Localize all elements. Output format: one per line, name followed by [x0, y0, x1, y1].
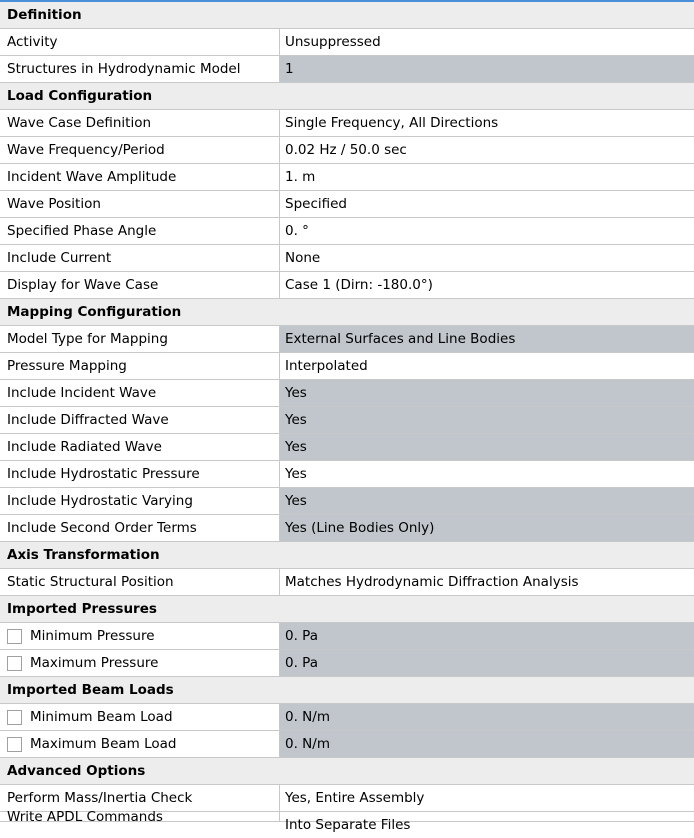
property-label: [0, 488, 280, 514]
parameter-checkbox[interactable]: [7, 710, 22, 725]
property-label: [0, 245, 280, 271]
property-label-text: Include Incident Wave: [7, 385, 157, 401]
section-header-definition[interactable]: [0, 2, 694, 29]
property-row-include-second-order-terms[interactable]: [0, 515, 694, 542]
property-row-maximum-beam-load[interactable]: [0, 731, 694, 758]
property-row-include-radiated-wave[interactable]: [0, 434, 694, 461]
property-label: [0, 407, 280, 433]
property-value[interactable]: Specified: [280, 191, 694, 217]
property-row-include-hydrostatic-pressure[interactable]: [0, 461, 694, 488]
property-label-text: Maximum Beam Load: [30, 736, 177, 752]
property-value[interactable]: Interpolated: [280, 353, 694, 379]
property-row-maximum-pressure[interactable]: [0, 650, 694, 677]
property-value[interactable]: 0.02 Hz / 50.0 sec: [280, 137, 694, 163]
property-value[interactable]: 0. Pa: [280, 650, 694, 676]
property-row-static-structural-position[interactable]: [0, 569, 694, 596]
property-value[interactable]: External Surfaces and Line Bodies: [280, 326, 694, 352]
section-title: Imported Pressures: [7, 601, 157, 617]
section-title: Advanced Options: [7, 763, 146, 779]
property-value[interactable]: Unsuppressed: [280, 29, 694, 55]
property-value[interactable]: Yes (Line Bodies Only): [280, 515, 694, 541]
property-value[interactable]: Yes: [280, 488, 694, 514]
property-label-text: Include Hydrostatic Varying: [7, 493, 193, 509]
property-label-text: Perform Mass/Inertia Check: [7, 790, 193, 806]
property-label: [0, 29, 280, 55]
property-label: [0, 218, 280, 244]
section-header-imported-beam-loads[interactable]: [0, 677, 694, 704]
property-label: [0, 326, 280, 352]
property-value[interactable]: 0. N/m: [280, 704, 694, 730]
property-value[interactable]: Yes: [280, 461, 694, 487]
property-value[interactable]: 1: [280, 56, 694, 82]
property-label-text: Include Diffracted Wave: [7, 412, 169, 428]
property-label-text: Wave Frequency/Period: [7, 142, 165, 158]
property-row-minimum-beam-load[interactable]: [0, 704, 694, 731]
parameter-checkbox[interactable]: [7, 656, 22, 671]
property-label: [0, 623, 280, 649]
property-row-include-diffracted-wave[interactable]: [0, 407, 694, 434]
property-row-structures-in-hydrodynamic-model[interactable]: [0, 56, 694, 83]
property-row-incident-wave-amplitude[interactable]: [0, 164, 694, 191]
property-label-text: Wave Case Definition: [7, 115, 152, 131]
property-label: [0, 704, 280, 730]
property-label-text: Minimum Beam Load: [30, 709, 173, 725]
property-row-include-hydrostatic-varying[interactable]: [0, 488, 694, 515]
property-label: [0, 353, 280, 379]
section-title: Mapping Configuration: [7, 304, 182, 320]
property-label-text: Include Hydrostatic Pressure: [7, 466, 200, 482]
property-row-pressure-mapping[interactable]: [0, 353, 694, 380]
details-grid: [0, 2, 694, 833]
property-row-model-type-for-mapping[interactable]: [0, 326, 694, 353]
property-value[interactable]: Yes: [280, 380, 694, 406]
property-value[interactable]: 1. m: [280, 164, 694, 190]
property-label: [0, 110, 280, 136]
property-label-text: Display for Wave Case: [7, 277, 159, 293]
property-label-text: Wave Position: [7, 196, 101, 212]
section-header-advanced-options[interactable]: [0, 758, 694, 785]
section-title: Load Configuration: [7, 88, 153, 104]
property-label-text: Write APDL Commands: [7, 808, 163, 825]
property-label: [0, 434, 280, 460]
property-label-text: Incident Wave Amplitude: [7, 169, 177, 185]
property-row-wave-case-definition[interactable]: [0, 110, 694, 137]
property-row-write-apdl-commands[interactable]: [0, 808, 694, 833]
section-title: Imported Beam Loads: [7, 682, 174, 698]
property-label: [0, 808, 280, 825]
parameter-checkbox[interactable]: [7, 737, 22, 752]
property-label-text: Maximum Pressure: [30, 655, 159, 671]
parameter-checkbox[interactable]: [7, 629, 22, 644]
property-value[interactable]: Single Frequency, All Directions: [280, 110, 694, 136]
property-label: [0, 515, 280, 541]
property-label-text: Structures in Hydrodynamic Model: [7, 61, 241, 77]
property-label-text: Minimum Pressure: [30, 628, 155, 644]
property-row-display-for-wave-case[interactable]: [0, 272, 694, 299]
property-value[interactable]: Yes: [280, 407, 694, 433]
property-row-wave-frequency-period[interactable]: [0, 137, 694, 164]
property-row-include-current[interactable]: [0, 245, 694, 272]
property-label: [0, 461, 280, 487]
property-label-text: Static Structural Position: [7, 574, 174, 590]
property-label-text: Include Radiated Wave: [7, 439, 162, 455]
property-value[interactable]: Case 1 (Dirn: -180.0°): [280, 272, 694, 298]
property-label-text: Include Second Order Terms: [7, 520, 197, 536]
section-header-mapping-configuration[interactable]: [0, 299, 694, 326]
property-value[interactable]: 0. N/m: [280, 731, 694, 757]
property-value[interactable]: None: [280, 245, 694, 271]
property-row-activity[interactable]: [0, 29, 694, 56]
property-label: [0, 191, 280, 217]
property-label-text: Pressure Mapping: [7, 358, 127, 374]
property-label-text: Model Type for Mapping: [7, 331, 168, 347]
property-value[interactable]: Matches Hydrodynamic Diffraction Analysis: [280, 569, 694, 595]
property-row-wave-position[interactable]: [0, 191, 694, 218]
section-title: Definition: [7, 7, 82, 23]
property-value[interactable]: Yes: [280, 434, 694, 460]
property-label: [0, 137, 280, 163]
section-title: Axis Transformation: [7, 547, 160, 563]
property-label-text: Activity: [7, 34, 58, 50]
property-label: [0, 164, 280, 190]
property-label: [0, 650, 280, 676]
section-header-imported-pressures[interactable]: [0, 596, 694, 623]
property-value[interactable]: 0. °: [280, 218, 694, 244]
property-label-text: Specified Phase Angle: [7, 223, 157, 239]
section-header-load-configuration[interactable]: [0, 83, 694, 110]
property-value[interactable]: 0. Pa: [280, 623, 694, 649]
property-value[interactable]: Yes, Entire Assembly: [280, 785, 694, 811]
property-label-text: Include Current: [7, 250, 112, 266]
property-value[interactable]: Into Separate Files: [280, 812, 694, 821]
property-label: [0, 56, 280, 82]
property-label: [0, 272, 280, 298]
property-row-specified-phase-angle[interactable]: [0, 218, 694, 245]
section-header-axis-transformation[interactable]: [0, 542, 694, 569]
property-label: [0, 731, 280, 757]
property-label: [0, 569, 280, 595]
property-row-minimum-pressure[interactable]: [0, 623, 694, 650]
property-label: [0, 380, 280, 406]
property-row-include-incident-wave[interactable]: [0, 380, 694, 407]
